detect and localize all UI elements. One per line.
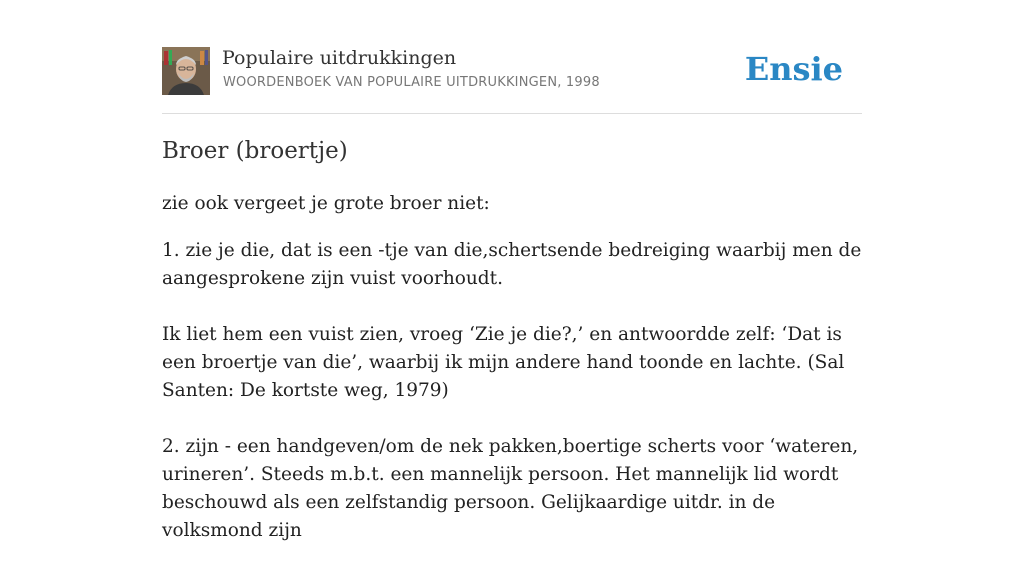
author-portrait-icon[interactable] <box>162 47 210 95</box>
entry-headword: Broer (broertje) <box>162 138 348 164</box>
entry-page <box>162 0 862 541</box>
source-title[interactable]: Populaire uitdrukkingen <box>222 47 457 69</box>
source-header <box>162 0 862 114</box>
entry-paragraph: zie ook vergeet je grote broer niet: <box>162 193 490 214</box>
entry-paragraph: Ik liet hem een vuist zien, vroeg ‘Zie je die?,’ en antwoordde zelf: ‘Dat is een broertje van die’, waarbij ik mijn andere hand toonde en lachte. (Sal Santen: De kortste weg, 1979) <box>162 324 845 401</box>
ensie-logo[interactable]: Ensie <box>744 50 843 88</box>
entry-body <box>162 190 862 564</box>
entry-paragraph: 1. zie je die, dat is een -tje van die,schertsende bedreiging waarbij men de aangesprokene zijn vuist voorhoudt. <box>162 240 862 289</box>
entry-paragraph: 2. zijn - een handgeven/om de nek pakken,boertige scherts voor ‘wateren, urineren’. Steeds m.b.t. een mannelijk persoon. Het mannelijk lid wordt beschouwd als een zelfstandig persoon. Gelijkaardige uitdr. in de volksmond zijn <box>162 436 859 541</box>
source-subtitle: WOORDENBOEK VAN POPULAIRE UITDRUKKINGEN, 1998 <box>223 75 600 90</box>
